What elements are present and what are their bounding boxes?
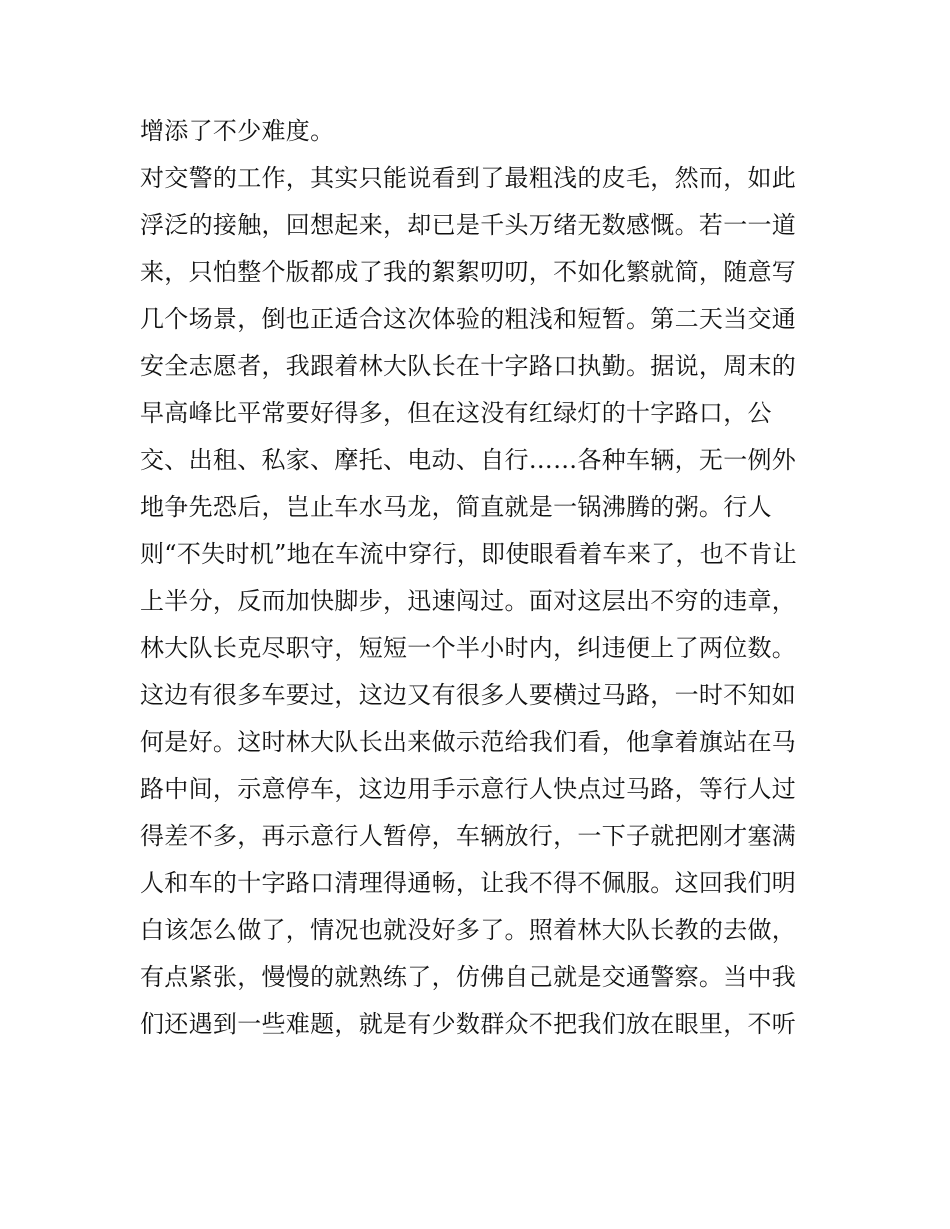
text-line: 安全志愿者，我跟着林大队长在十字路口执勤。据说，周末的 [140, 352, 797, 380]
text-line: 得差不多，再示意行人暂停，车辆放行，一下子就把刚才塞满 [140, 822, 797, 850]
text-line: 早高峰比平常要好得多，但在这没有红绿灯的十字路口，公 [140, 399, 772, 427]
text-line: 交、出租、私家、摩托、电动、自行……各种车辆，无一例外 [140, 446, 797, 474]
text-line: 增添了不少难度。 [140, 117, 335, 145]
text-line: 路中间，示意停车，这边用手示意行人快点过马路，等行人过 [140, 775, 797, 803]
text-line: 有点紧张，慢慢的就熟练了，仿佛自己就是交通警察。当中我 [140, 963, 797, 991]
text-line: 则“不失时机”地在车流中穿行，即使眼看着车来了，也不肯让 [140, 540, 797, 568]
text-line: 这边有很多车要过，这边又有很多人要横过马路，一时不知如 [140, 681, 797, 709]
body-text [140, 108, 820, 1048]
text-line: 何是好。这时林大队长出来做示范给我们看，他拿着旗站在马 [140, 728, 797, 756]
text-line: 人和车的十字路口清理得通畅，让我不得不佩服。这回我们明 [140, 869, 797, 897]
text-line: 浮泛的接触，回想起来，却已是千头万绪无数感慨。若一一道 [140, 211, 797, 239]
text-line: 对交警的工作，其实只能说看到了最粗浅的皮毛，然而，如此 [140, 164, 797, 192]
text-line: 地争先恐后，岂止车水马龙，简直就是一锅沸腾的粥。行人 [140, 493, 772, 521]
text-line: 来，只怕整个版都成了我的絮絮叨叨，不如化繁就简，随意写 [140, 258, 797, 286]
text-line: 几个场景，倒也正适合这次体验的粗浅和短暂。第二天当交通 [140, 305, 797, 333]
text-line: 们还遇到一些难题，就是有少数群众不把我们放在眼里，不听 [140, 1010, 797, 1038]
text-line: 上半分，反而加快脚步，迅速闯过。面对这层出不穷的违章， [140, 587, 797, 615]
text-line: 白该怎么做了，情况也就没好多了。照着林大队长教的去做， [140, 916, 797, 944]
text-line: 林大队长克尽职守，短短一个半小时内，纠违便上了两位数。 [140, 634, 797, 662]
